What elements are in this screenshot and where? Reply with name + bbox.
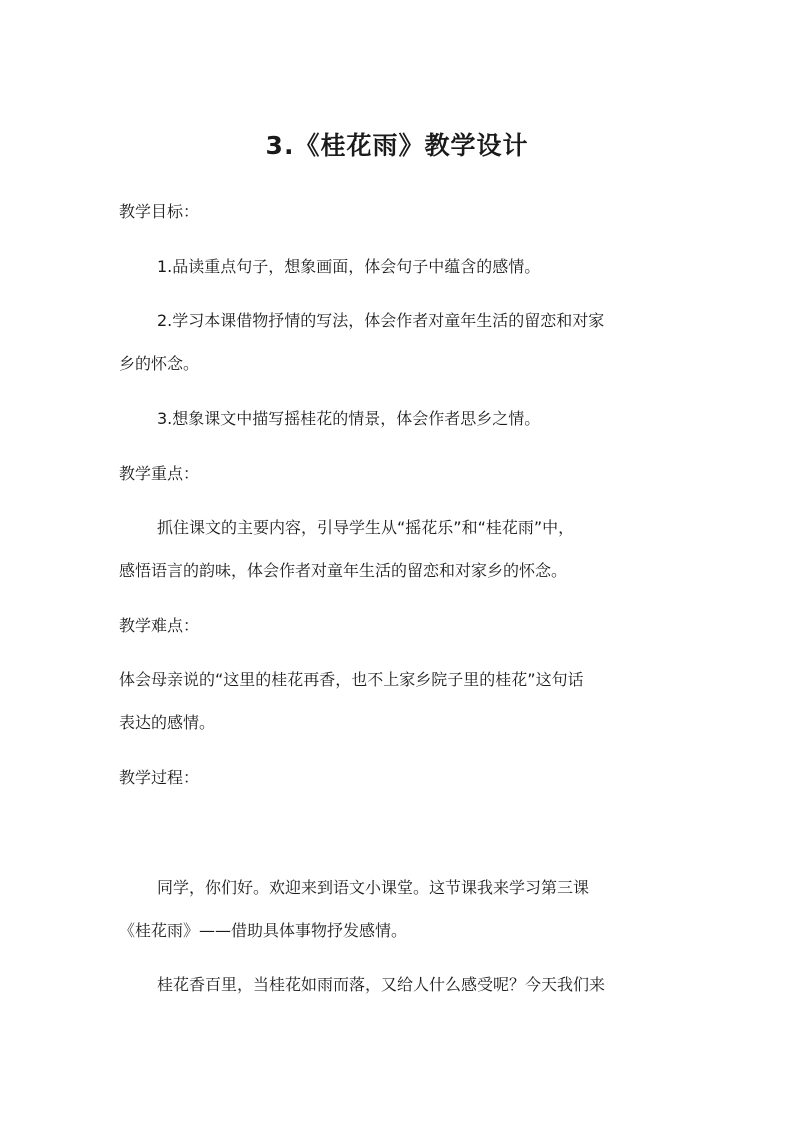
key-points-line-2: 感悟语言的韵味，体会作者对童年生活的留恋和对家乡的怀念。: [119, 561, 568, 580]
difficulties-line-2: 表达的感情。: [119, 713, 216, 732]
page-title: 3.《桂花雨》教学设计: [265, 131, 529, 160]
difficulties-line-1: 体会母亲说的“这里的桂花再香，也不上家乡院子里的桂花”这句话: [119, 670, 584, 689]
process-paragraph-1-line-2: 《桂花雨》——借助具体事物抒发感情。: [119, 921, 408, 940]
process-paragraph-2-line-1: 桂花香百里，当桂花如雨而落，又给人什么感受呢？今天我们来: [157, 975, 606, 994]
process-paragraph-1-line-1: 同学，你们好。欢迎来到语文小课堂。这节课我来学习第三课: [157, 878, 590, 897]
key-points-heading: 教学重点：: [119, 464, 200, 483]
objective-item-3: 3.想象课文中描写摇桂花的情景，体会作者思乡之情。: [157, 409, 541, 428]
objective-item-2-line-2: 乡的怀念。: [119, 354, 200, 373]
process-heading: 教学过程：: [119, 768, 200, 787]
key-points-line-1: 抓住课文的主要内容，引导学生从“摇花乐”和“桂花雨”中，: [157, 518, 575, 537]
objective-item-2-line-1: 2.学习本课借物抒情的写法，体会作者对童年生活的留恋和对家: [157, 311, 605, 330]
objective-item-1: 1.品读重点句子，想象画面，体会句子中蕴含的感情。: [157, 257, 541, 276]
difficulties-heading: 教学难点：: [119, 616, 200, 635]
objectives-heading: 教学目标：: [119, 202, 200, 221]
